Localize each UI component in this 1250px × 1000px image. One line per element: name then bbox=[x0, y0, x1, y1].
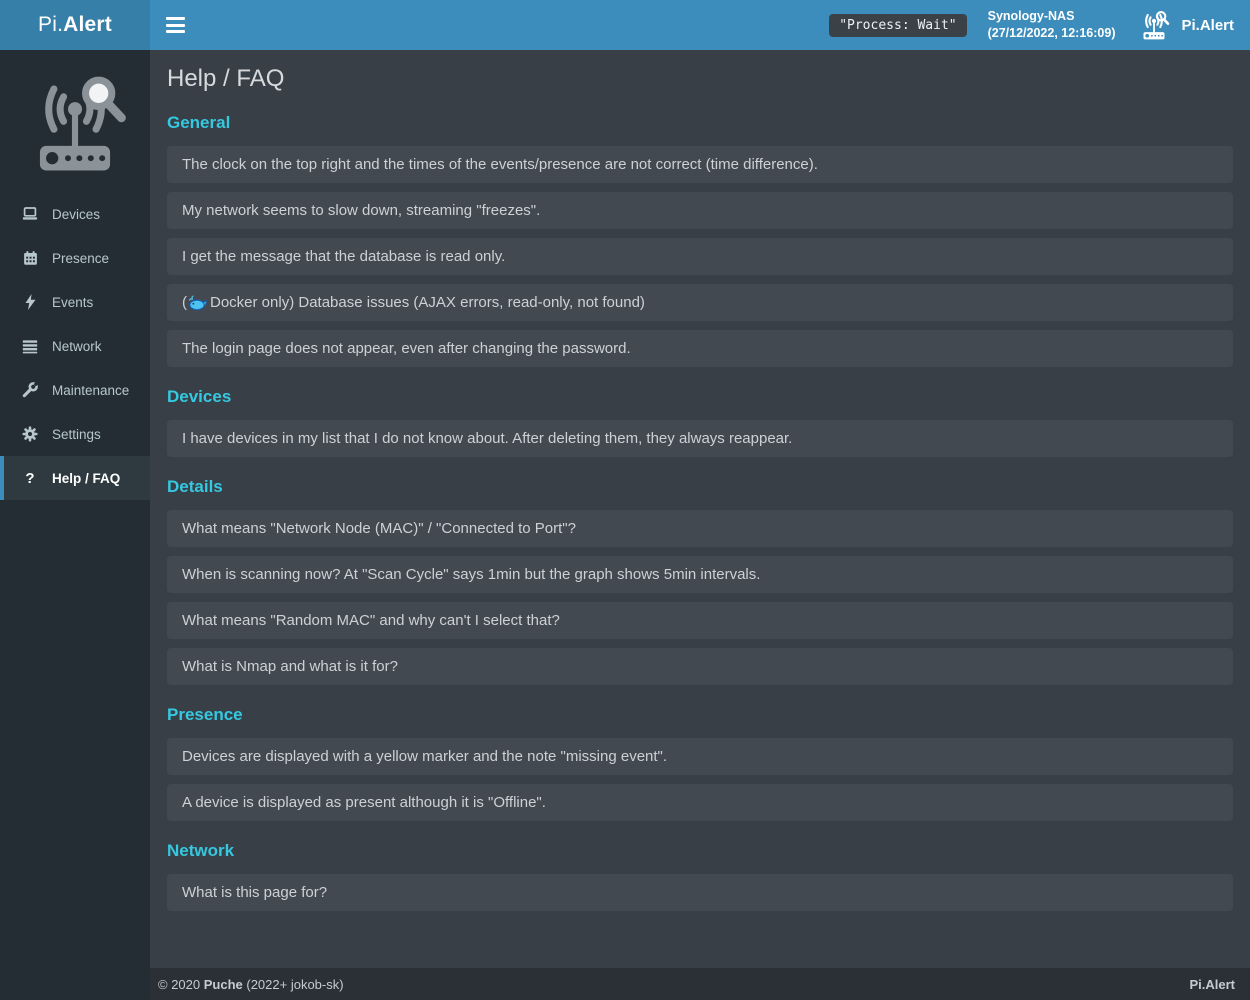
sidebar-logo-icon bbox=[18, 72, 132, 176]
navbar bbox=[150, 0, 1250, 50]
host-info bbox=[988, 8, 1116, 43]
faq-item[interactable] bbox=[167, 510, 1233, 547]
app-logo-alert: Alert bbox=[63, 13, 112, 36]
pialert-logo-icon bbox=[1136, 10, 1172, 41]
section-title: Presence bbox=[167, 705, 243, 724]
sidebar-item-maintenance[interactable] bbox=[0, 368, 150, 412]
faq-section-network bbox=[167, 841, 1233, 911]
faq-item-text: I get the message that the database is read only. bbox=[182, 248, 506, 265]
faq-item-text: What is this page for? bbox=[182, 884, 328, 901]
faq-item-text: ( bbox=[182, 294, 187, 311]
faq-item-text: What means "Network Node (MAC)" / "Connected to Port"? bbox=[182, 520, 576, 537]
faq-item[interactable] bbox=[167, 420, 1233, 457]
faq-item[interactable] bbox=[167, 284, 1233, 321]
navbar-right bbox=[829, 8, 1236, 43]
faq-item[interactable] bbox=[167, 874, 1233, 911]
main-content bbox=[150, 50, 1250, 968]
faq-item-text: My network seems to slow down, streaming "freezes". bbox=[182, 202, 541, 219]
faq-section-presence bbox=[167, 705, 1233, 821]
sidebar-menu bbox=[0, 192, 150, 500]
faq-item-text: The clock on the top right and the times of the events/presence are not correct (time difference). bbox=[182, 156, 818, 173]
host-time: (27/12/2022, 12:16:09) bbox=[987, 26, 1116, 40]
faq-section-devices bbox=[167, 387, 1233, 457]
sidebar-item-settings[interactable] bbox=[0, 412, 150, 456]
author2-link[interactable]: jokob-sk bbox=[290, 976, 340, 992]
network-icon bbox=[21, 339, 39, 354]
laptop-icon bbox=[21, 206, 39, 222]
faq-section-details bbox=[167, 477, 1233, 685]
sidebar-toggle-icon[interactable] bbox=[166, 17, 188, 33]
sidebar-item-label: Network bbox=[52, 338, 102, 354]
faq-item-text: I have devices in my list that I do not know about. After deleting them, they always reappear. bbox=[182, 430, 793, 447]
app-brand[interactable] bbox=[1136, 10, 1236, 41]
sidebar-item-label: Presence bbox=[52, 250, 110, 266]
faq-item[interactable] bbox=[167, 192, 1233, 229]
page-title: Help / FAQ bbox=[167, 65, 285, 92]
question-icon: ? bbox=[25, 469, 35, 487]
section-title: General bbox=[167, 113, 231, 132]
sidebar-item-label: Events bbox=[52, 294, 94, 310]
sidebar-item-label: Help / FAQ bbox=[52, 470, 121, 486]
section-title: Devices bbox=[167, 387, 232, 406]
bolt-icon bbox=[21, 294, 39, 310]
wrench-icon bbox=[21, 382, 39, 398]
sidebar-item-label: Maintenance bbox=[52, 382, 130, 398]
faq-item-text: The login page does not appear, even after changing the password. bbox=[182, 340, 631, 357]
footer-brand: Pi.Alert bbox=[1189, 976, 1235, 992]
sidebar-item-presence[interactable] bbox=[0, 236, 150, 280]
faq-item[interactable] bbox=[167, 784, 1233, 821]
sidebar-item-network[interactable] bbox=[0, 324, 150, 368]
faq-item-text: When is scanning now? At "Scan Cycle" says 1min but the graph shows 5min intervals. bbox=[182, 566, 761, 583]
faq-item[interactable] bbox=[167, 238, 1233, 275]
sidebar-item-devices[interactable] bbox=[0, 192, 150, 236]
sidebar-item-help-faq[interactable] bbox=[0, 456, 150, 500]
faq-item-text: Docker only) Database issues (AJAX errors, read-only, not found) bbox=[210, 294, 645, 311]
app-logo[interactable] bbox=[0, 0, 150, 50]
host-name: Synology-NAS bbox=[987, 8, 1075, 23]
faq-item-text: A device is displayed as present although it is "Offline". bbox=[182, 794, 546, 811]
faq-item[interactable] bbox=[167, 330, 1233, 367]
faq-item[interactable] bbox=[167, 556, 1233, 593]
faq-item[interactable] bbox=[167, 146, 1233, 183]
calendar-icon bbox=[21, 250, 39, 266]
sidebar bbox=[0, 50, 150, 1000]
author-link[interactable]: Puche bbox=[203, 976, 243, 992]
process-status-badge[interactable]: "Process: Wait" bbox=[829, 14, 966, 37]
app-logo-pi: Pi. bbox=[38, 13, 64, 36]
copyright-text bbox=[158, 977, 344, 992]
sidebar-logo bbox=[0, 50, 150, 190]
copyright-middle: (2022+ bbox=[242, 976, 291, 992]
section-title: Network bbox=[167, 841, 235, 860]
sidebar-item-label: Settings bbox=[52, 426, 101, 442]
docker-whale-icon bbox=[188, 295, 207, 311]
faq-item-text: Devices are displayed with a yellow marker and the note "missing event". bbox=[182, 748, 668, 765]
sidebar-item-label: Devices bbox=[52, 206, 101, 222]
copyright-prefix: © 2020 bbox=[158, 976, 204, 992]
section-title: Details bbox=[167, 477, 223, 496]
top-header bbox=[0, 0, 1250, 50]
copyright-suffix: ) bbox=[339, 976, 344, 992]
faq-item-text: What means "Random MAC" and why can't I select that? bbox=[182, 612, 560, 629]
faq-item[interactable] bbox=[167, 738, 1233, 775]
sidebar-item-events[interactable] bbox=[0, 280, 150, 324]
footer bbox=[150, 968, 1250, 1000]
faq-item[interactable] bbox=[167, 648, 1233, 685]
app-brand-label: Pi.Alert bbox=[1181, 16, 1234, 34]
faq-item[interactable] bbox=[167, 602, 1233, 639]
faq-section-general bbox=[167, 113, 1233, 367]
faq-item-text: What is Nmap and what is it for? bbox=[182, 658, 398, 675]
gear-icon bbox=[21, 426, 39, 442]
